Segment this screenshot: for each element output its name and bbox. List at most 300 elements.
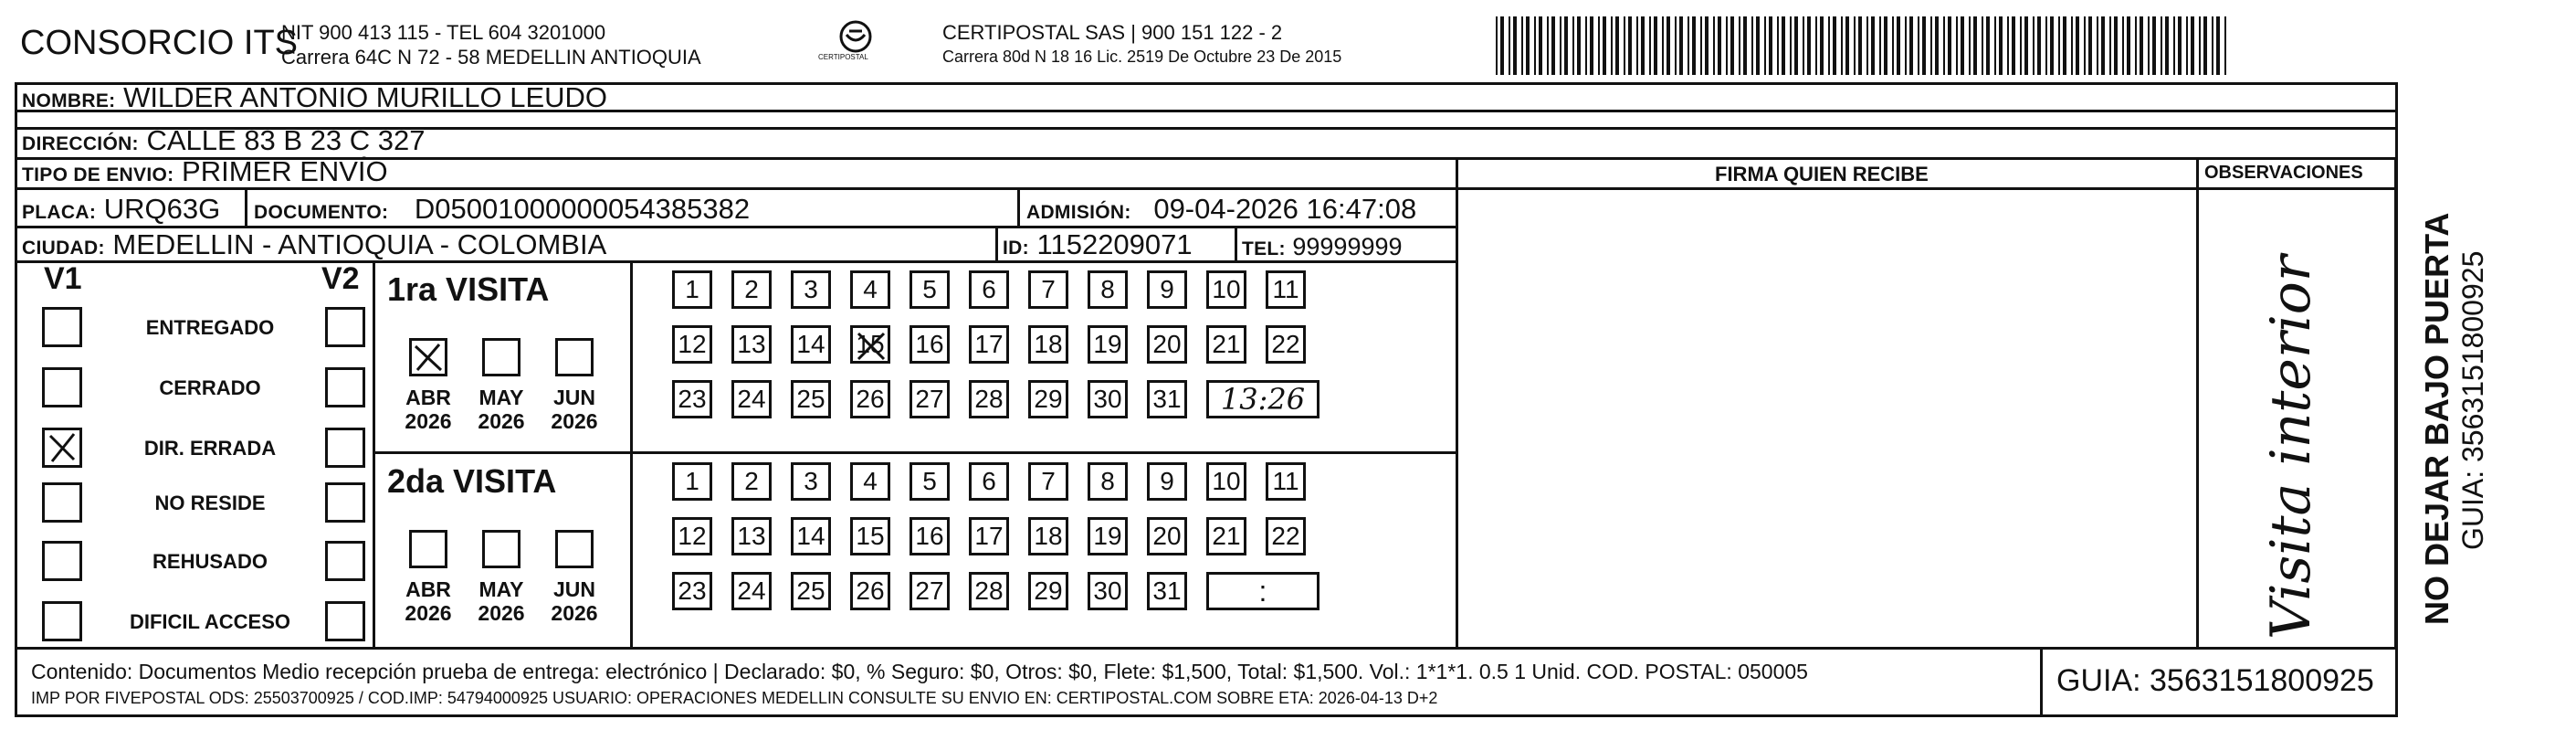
barcode-bar xyxy=(2033,16,2035,75)
month-name: ABR xyxy=(405,577,451,601)
barcode-bar xyxy=(1713,16,1715,75)
status-label: ENTREGADO xyxy=(145,316,275,339)
divider xyxy=(2040,647,2043,716)
day-box[interactable] xyxy=(1206,517,1246,555)
barcode-bar xyxy=(1879,16,1881,75)
side-guia: GUIA: 3563151800925 xyxy=(2456,250,2489,550)
barcode-bar xyxy=(2122,16,2124,75)
admission-row xyxy=(1026,195,1416,227)
content-declaration: Contenido: Documentos Medio recepción prueba de entrega: electrónico | Declarado: $0, % Seguro: $0, Otros: $0, Flete: $1,500, Total: $1,500. Vol.: 1*1*1. 0.5 1 Unid. COD. POSTAL: 050005 xyxy=(31,660,1808,683)
barcode-bar xyxy=(1500,16,1504,75)
day-box[interactable] xyxy=(909,572,950,610)
status-label: REHUSADO xyxy=(152,550,268,573)
barcode-bar xyxy=(1961,16,1964,75)
barcode-bar xyxy=(1654,16,1657,75)
day-box[interactable] xyxy=(1266,270,1306,309)
visit-title: 1ra VISITA xyxy=(387,270,550,308)
status-label: DIFICIL ACCESO xyxy=(129,610,290,633)
address-value: CALLE 83 B 23 C 327 xyxy=(146,124,426,156)
barcode-bar xyxy=(1897,16,1900,75)
month-label xyxy=(542,577,606,625)
shipment-type-value: PRIMER ENVÍO xyxy=(182,155,388,187)
barcode-bar xyxy=(1662,16,1664,75)
v2-checkbox[interactable] xyxy=(325,541,365,581)
v1-checkbox[interactable] xyxy=(42,541,82,581)
day-number: 26 xyxy=(856,576,885,605)
id-label: ID: xyxy=(1003,238,1029,259)
month-year: 2026 xyxy=(551,601,598,625)
barcode-bar xyxy=(1649,16,1651,75)
admission-value: 09-04-2026 16:47:08 xyxy=(1153,193,1417,225)
divider xyxy=(995,226,998,260)
license-line: Carrera 80d N 18 16 Lic. 2519 De Octubre 23 De 2015 xyxy=(942,48,1342,66)
id-row xyxy=(1003,230,1193,263)
shipment-type-label: TIPO DE ENVIO: xyxy=(22,164,174,185)
month-label xyxy=(542,386,606,433)
v1-checkbox[interactable] xyxy=(42,601,82,641)
barcode-bar xyxy=(1956,16,1958,75)
day-box[interactable] xyxy=(850,325,890,364)
day-number: 5 xyxy=(922,467,937,495)
barcode-bar xyxy=(1641,16,1645,75)
day-box[interactable] xyxy=(672,462,712,501)
barcode-bar xyxy=(1756,16,1760,75)
day-number: 14 xyxy=(796,522,825,550)
day-box[interactable] xyxy=(1028,380,1068,418)
day-box[interactable] xyxy=(850,270,890,309)
day-number: 16 xyxy=(915,522,944,550)
day-box[interactable] xyxy=(731,380,772,418)
barcode-bar xyxy=(2007,16,2009,75)
day-box[interactable] xyxy=(1147,325,1187,364)
barcode-bar xyxy=(1743,16,1747,75)
day-number: 31 xyxy=(1152,576,1182,605)
side-notice: NO DEJAR BAJO PUERTA xyxy=(2418,212,2455,625)
day-number: 7 xyxy=(1041,275,1056,303)
v2-checkbox[interactable] xyxy=(325,601,365,641)
day-number: 22 xyxy=(1271,330,1300,358)
v1-checkbox[interactable] xyxy=(42,428,82,468)
day-number: 17 xyxy=(974,522,1004,550)
month-name: ABR xyxy=(405,386,451,409)
barcode-bar xyxy=(2178,16,2182,75)
day-box[interactable] xyxy=(969,517,1009,555)
barcode-bar xyxy=(1496,16,1498,75)
barcode-bar xyxy=(1547,16,1549,75)
day-number: 13 xyxy=(737,330,766,358)
barcode-bar xyxy=(2076,16,2079,75)
barcode-bar xyxy=(1969,16,1971,75)
company-address: Carrera 64C N 72 - 58 MEDELLIN ANTIOQUIA xyxy=(281,46,701,69)
barcode-bar xyxy=(2058,16,2060,75)
observations-handwriting: Visita interior xyxy=(2259,255,2323,640)
barcode-bar xyxy=(1815,16,1817,75)
check-x-icon xyxy=(412,341,445,374)
day-number: 5 xyxy=(922,275,937,303)
v2-checkbox[interactable] xyxy=(325,428,365,468)
day-number: 6 xyxy=(982,275,996,303)
day-box[interactable] xyxy=(731,462,772,501)
month-year: 2026 xyxy=(405,601,452,625)
barcode-bar xyxy=(1598,16,1600,75)
barcode-bar xyxy=(2199,16,2201,75)
barcode-bar xyxy=(1603,16,1606,75)
barcode-bar xyxy=(1892,16,1894,75)
barcode-bar xyxy=(2212,16,2213,75)
barcode-bar xyxy=(2101,16,2105,75)
month-label xyxy=(396,577,460,625)
visit-time: : xyxy=(1258,574,1267,608)
barcode-bar xyxy=(2109,16,2111,75)
day-number: 10 xyxy=(1212,467,1241,495)
visit-title: 2da VISITA xyxy=(387,462,557,500)
barcode-bar xyxy=(1764,16,1766,75)
barcode-bar xyxy=(1585,16,1587,75)
barcode-bar xyxy=(2024,16,2028,75)
barcode-bar xyxy=(1739,16,1740,75)
divider xyxy=(2196,157,2199,649)
month-checkbox[interactable] xyxy=(409,530,447,568)
month-name: JUN xyxy=(552,386,595,409)
day-number: 29 xyxy=(1034,576,1063,605)
company-contact xyxy=(281,20,701,69)
barcode-bar xyxy=(1624,16,1625,75)
barcode-bar xyxy=(1551,16,1555,75)
barcode-bar xyxy=(1807,16,1811,75)
month-checkbox[interactable] xyxy=(482,530,520,568)
phone-value: 99999999 xyxy=(1292,233,1403,260)
month-year: 2026 xyxy=(405,409,452,433)
barcode-bar xyxy=(1718,16,1721,75)
nit-line: NIT 900 413 115 - TEL 604 3201000 xyxy=(281,21,606,44)
day-box[interactable] xyxy=(731,572,772,610)
barcode-bar xyxy=(1973,16,1977,75)
address-row xyxy=(22,126,426,159)
divider xyxy=(1456,157,1458,649)
day-box[interactable] xyxy=(850,462,890,501)
day-box[interactable] xyxy=(969,380,1009,418)
day-number: 4 xyxy=(863,467,878,495)
barcode-bar xyxy=(2097,16,2098,75)
barcode-bar xyxy=(1636,16,1638,75)
barcode-bar xyxy=(1982,16,1983,75)
day-box[interactable] xyxy=(791,270,831,309)
month-checkbox[interactable] xyxy=(409,338,447,376)
day-number: 24 xyxy=(737,576,766,605)
city-label: CIUDAD: xyxy=(22,238,105,259)
month-checkbox[interactable] xyxy=(555,530,594,568)
barcode-bar xyxy=(1845,16,1849,75)
print-info: IMP POR FIVEPOSTAL ODS: 25503700925 / COD.IMP: 54794000925 USUARIO: OPERACIONES MEDELLIN CONSULTE SU ENVIO EN: CERTIPOSTAL.COM SOBRE ETA: 2026-04-13 D+2 xyxy=(31,689,1438,707)
day-number: 3 xyxy=(804,275,818,303)
barcode-bar xyxy=(2045,16,2047,75)
barcode-bar xyxy=(1730,16,1734,75)
day-number: 29 xyxy=(1034,385,1063,413)
day-number: 6 xyxy=(982,467,996,495)
recipient-name-row xyxy=(22,83,607,116)
barcode-bar xyxy=(1679,16,1683,75)
day-box[interactable] xyxy=(969,572,1009,610)
v1-header: V1 xyxy=(44,261,82,296)
day-number: 20 xyxy=(1152,330,1182,358)
barcode-bar xyxy=(1994,16,1996,75)
barcode-bar xyxy=(1803,16,1804,75)
day-number: 15 xyxy=(856,330,885,358)
v1-checkbox[interactable] xyxy=(42,367,82,407)
day-box[interactable] xyxy=(1147,270,1187,309)
barcode-bar xyxy=(2135,16,2137,75)
barcode-bar xyxy=(1854,16,1856,75)
day-box[interactable] xyxy=(850,517,890,555)
observations-header: OBSERVACIONES xyxy=(2204,163,2363,183)
recipient-name-label: NOMBRE: xyxy=(22,90,116,111)
day-box[interactable] xyxy=(1266,325,1306,364)
day-box[interactable] xyxy=(1028,462,1068,501)
barcode-bar xyxy=(1590,16,1593,75)
barcode-bar xyxy=(2127,16,2130,75)
day-box[interactable] xyxy=(1088,325,1128,364)
barcode-bar xyxy=(2071,16,2073,75)
barcode-bar xyxy=(1905,16,1907,75)
day-number: 12 xyxy=(678,522,707,550)
day-box[interactable] xyxy=(1266,517,1306,555)
barcode-bar xyxy=(1688,16,1689,75)
day-box[interactable] xyxy=(1088,462,1128,501)
month-year: 2026 xyxy=(478,409,525,433)
barcode-bar xyxy=(2140,16,2143,75)
day-box[interactable] xyxy=(1206,462,1246,501)
month-name: MAY xyxy=(478,577,524,601)
day-box[interactable] xyxy=(731,517,772,555)
barcode-bar xyxy=(2173,16,2175,75)
day-box[interactable] xyxy=(731,270,772,309)
v2-checkbox[interactable] xyxy=(325,307,365,347)
barcode-bar xyxy=(1930,16,1932,75)
barcode-bar xyxy=(1534,16,1536,75)
day-number: 8 xyxy=(1100,275,1115,303)
day-box[interactable] xyxy=(791,462,831,501)
day-box[interactable] xyxy=(791,380,831,418)
barcode-bar xyxy=(1777,16,1779,75)
v2-checkbox[interactable] xyxy=(325,482,365,523)
barcode-bar xyxy=(1790,16,1792,75)
day-box[interactable] xyxy=(1147,517,1187,555)
barcode-bar xyxy=(1726,16,1728,75)
day-box[interactable] xyxy=(1147,572,1187,610)
time-box[interactable] xyxy=(1206,572,1320,610)
barcode-bar xyxy=(1577,16,1581,75)
plate-row xyxy=(22,195,220,227)
month-name: MAY xyxy=(478,386,524,409)
barcode xyxy=(1496,16,2230,75)
day-grid xyxy=(672,462,1325,627)
day-number: 17 xyxy=(974,330,1004,358)
day-number: 19 xyxy=(1093,330,1122,358)
city-value: MEDELLIN - ANTIOQUIA - COLOMBIA xyxy=(112,228,607,260)
day-number: 18 xyxy=(1034,330,1063,358)
barcode-bar xyxy=(1871,16,1875,75)
day-number: 10 xyxy=(1212,275,1241,303)
barcode-bar xyxy=(2224,16,2226,75)
day-number: 11 xyxy=(1272,275,1299,303)
barcode-bar xyxy=(2165,16,2169,75)
status-label: DIR. ERRADA xyxy=(143,437,277,460)
status-label: NO RESIDE xyxy=(154,492,266,514)
barcode-bar xyxy=(1999,16,2003,75)
day-box[interactable] xyxy=(791,325,831,364)
day-box[interactable] xyxy=(1147,462,1187,501)
day-number: 14 xyxy=(796,330,825,358)
day-number: 21 xyxy=(1212,522,1241,550)
day-box[interactable] xyxy=(969,270,1009,309)
month-checkbox[interactable] xyxy=(555,338,594,376)
barcode-bar xyxy=(1526,16,1530,75)
day-box[interactable] xyxy=(1028,270,1068,309)
barcode-bar xyxy=(1828,16,1830,75)
barcode-bar xyxy=(1858,16,1862,75)
barcode-bar xyxy=(1918,16,1919,75)
barcode-bar xyxy=(1539,16,1542,75)
time-box[interactable] xyxy=(1206,380,1320,418)
day-number: 27 xyxy=(915,576,944,605)
month-year: 2026 xyxy=(551,409,598,433)
phone-label: TEL: xyxy=(1242,238,1286,259)
shipment-type-row xyxy=(22,157,388,190)
day-grid xyxy=(672,270,1325,435)
divider xyxy=(1017,187,1020,226)
day-box[interactable] xyxy=(672,572,712,610)
admission-label: ADMISIÓN: xyxy=(1026,202,1131,223)
visit-time: 13:26 xyxy=(1220,382,1306,417)
day-box[interactable] xyxy=(909,517,950,555)
document-label: DOCUMENTO: xyxy=(254,202,389,223)
day-box[interactable] xyxy=(1088,380,1128,418)
day-number: 9 xyxy=(1160,275,1174,303)
day-box[interactable] xyxy=(791,572,831,610)
barcode-bar xyxy=(1628,16,1632,75)
day-box[interactable] xyxy=(1266,462,1306,501)
v1-checkbox[interactable] xyxy=(42,307,82,347)
day-number: 1 xyxy=(685,467,699,495)
day-box[interactable] xyxy=(1088,572,1128,610)
barcode-bar xyxy=(1794,16,1798,75)
day-box[interactable] xyxy=(1028,325,1068,364)
divider xyxy=(1456,187,2396,190)
day-box[interactable] xyxy=(1147,380,1187,418)
barcode-bar xyxy=(1909,16,1913,75)
day-box[interactable] xyxy=(672,380,712,418)
day-box[interactable] xyxy=(1088,270,1128,309)
day-number: 15 xyxy=(856,522,885,550)
day-number: 30 xyxy=(1093,385,1122,413)
day-box[interactable] xyxy=(1028,517,1068,555)
v2-checkbox[interactable] xyxy=(325,367,365,407)
month-name: JUN xyxy=(552,577,595,601)
barcode-bar xyxy=(1521,16,1523,75)
barcode-bar xyxy=(2161,16,2162,75)
v1-checkbox[interactable] xyxy=(42,482,82,523)
phone-row xyxy=(1242,232,1403,264)
barcode-bar xyxy=(1560,16,1561,75)
barcode-bar xyxy=(1751,16,1753,75)
day-number: 8 xyxy=(1100,467,1115,495)
carrier-info xyxy=(942,20,1341,69)
barcode-bar xyxy=(1564,16,1568,75)
day-number: 28 xyxy=(974,576,1004,605)
day-number: 3 xyxy=(804,467,818,495)
day-box[interactable] xyxy=(850,380,890,418)
barcode-bar xyxy=(2203,16,2207,75)
day-box[interactable] xyxy=(909,270,950,309)
day-number: 16 xyxy=(915,330,944,358)
day-box[interactable] xyxy=(791,517,831,555)
day-box[interactable] xyxy=(672,270,712,309)
document-value: D05001000000054385382 xyxy=(414,193,751,225)
day-box[interactable] xyxy=(1088,517,1128,555)
check-x-icon xyxy=(853,328,889,365)
day-box[interactable] xyxy=(731,325,772,364)
day-box[interactable] xyxy=(909,462,950,501)
barcode-bar xyxy=(1692,16,1696,75)
day-number: 23 xyxy=(678,385,707,413)
day-box[interactable] xyxy=(969,462,1009,501)
day-number: 11 xyxy=(1272,467,1299,495)
day-box[interactable] xyxy=(672,517,712,555)
barcode-bar xyxy=(2020,16,2022,75)
barcode-bar xyxy=(2191,16,2194,75)
barcode-bar xyxy=(1922,16,1926,75)
day-number: 28 xyxy=(974,385,1004,413)
day-box[interactable] xyxy=(909,325,950,364)
day-box[interactable] xyxy=(672,325,712,364)
company-name: CONSORCIO ITS xyxy=(20,24,299,62)
barcode-bar xyxy=(1700,16,1702,75)
day-box[interactable] xyxy=(1206,325,1246,364)
barcode-bar xyxy=(1675,16,1677,75)
barcode-bar xyxy=(1820,16,1824,75)
barcode-bar xyxy=(1782,16,1785,75)
day-box[interactable] xyxy=(969,325,1009,364)
day-box[interactable] xyxy=(1028,572,1068,610)
barcode-bar xyxy=(1948,16,1951,75)
barcode-bar xyxy=(1611,16,1613,75)
day-number: 4 xyxy=(863,275,878,303)
divider xyxy=(1235,226,1237,260)
v2-header: V2 xyxy=(321,261,360,296)
month-checkbox[interactable] xyxy=(482,338,520,376)
month-year: 2026 xyxy=(478,601,525,625)
day-number: 1 xyxy=(685,275,699,303)
day-number: 12 xyxy=(678,330,707,358)
barcode-bar xyxy=(2186,16,2188,75)
barcode-bar xyxy=(2088,16,2092,75)
day-number: 25 xyxy=(796,385,825,413)
barcode-bar xyxy=(2216,16,2220,75)
day-number: 24 xyxy=(737,385,766,413)
check-x-icon xyxy=(45,430,79,465)
logo-caption: CERTIPOSTAL xyxy=(818,53,868,61)
day-box[interactable] xyxy=(1206,270,1246,309)
day-box[interactable] xyxy=(850,572,890,610)
day-number: 2 xyxy=(744,275,759,303)
plate-value: URQ63G xyxy=(103,193,221,225)
day-number: 30 xyxy=(1093,576,1122,605)
barcode-bar xyxy=(2050,16,2054,75)
day-box[interactable] xyxy=(909,380,950,418)
day-number: 9 xyxy=(1160,467,1174,495)
barcode-bar xyxy=(1986,16,1990,75)
barcode-bar xyxy=(2063,16,2066,75)
